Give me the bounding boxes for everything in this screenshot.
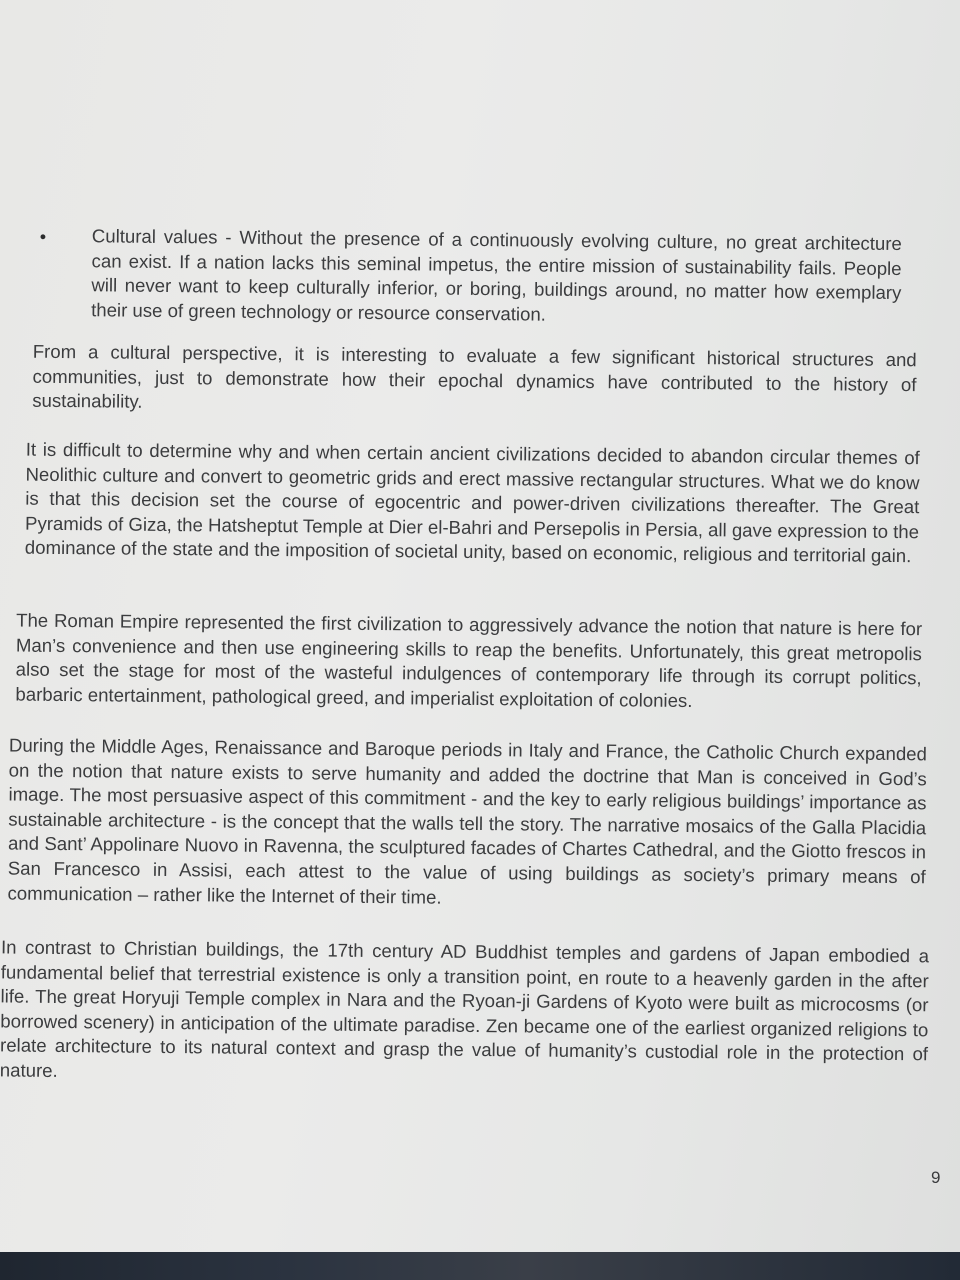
paragraph-roman-empire: The Roman Empire represented the first civilization to aggressively advance the notion that nature is here for Man’s convenience and then use engineering skills to reap the benefits. Unfortunately, this great metropolis also set the stage for most of the wasteful indulgences of contemporary life through its corrupt politics, barbaric entertainment, pathological greed, and imperialist exploitation of colonies. (15, 609, 923, 711)
paragraph-buddhist-temples: In contrast to Christian buildings, the 17th century AD Buddhist temples and gardens of Japan embodied a fundamental belief that terrestrial existence is only a transition point, en route to a heavenly garden in the after life. The great Horyuji Temple complex in Nara and the Ryoan-ji Gardens of Kyoto were built as microcosms (or borrowed scenery) in anticipation of the ultimate paradise. Zen became one of the earliest organized religions to relate architecture to its natural context and grasp the value of humanity’s custodial role in the protection of nature. (0, 936, 930, 1081)
bullet-point-icon: • (39, 226, 47, 247)
bullet-paragraph-cultural-values: Cultural values - Without the presence of a continuously evolving culture, no great architecture can exist. If a nation lacks this seminal impetus, the entire mission of sustainability fails. People will never want to keep culturally inferior, or boring, buildings around, no matter how exemplary their use of green technology or resource conservation. (91, 225, 902, 325)
background-surface (0, 1252, 960, 1280)
paragraph-ancient-civilizations: It is difficult to determine why and when certain ancient civilizations decided to abandon circular themes of Neolithic culture and convert to geometric grids and erect massive rectangular structures. What we do know is that this decision set the course of egocentric and power-driven civilizations thereafter. The Great Pyramids of Giza, the Hatsheptut Temple at Dier el-Bahri and Persepolis in Persia, all gave expression to the dominance of the state and the imposition of societal unity, based on economic, religious and territorial gain. (24, 438, 920, 567)
page-number: 9 (931, 1168, 941, 1187)
paragraph-cultural-perspective: From a cultural perspective, it is interesting to evaluate a few significant historical structures and communities, just to demonstrate how their epochal dynamics have contributed to the history of sustainability. (32, 340, 917, 412)
paragraph-middle-ages: During the Middle Ages, Renaissance and Baroque periods in Italy and France, the Catholic Church expanded on the notion that nature exists to serve humanity and added the doctrine that Man is conceived in God’s image. The most persuasive aspect of this commitment - and the key to early religious buildings’ importance as sustainable architecture - is the concept that the walls tell the story. The narrative mosaics of the Galla Placidia and Sant’ Appolinare Nuovo in Ravenna, the sculptured facades of Chartes Cathedral, and the Giotto frescos in San Francesco in Assisi, each attest to the value of using buildings as society’s primary means of communication – rather like the Internet of their time. (7, 734, 928, 908)
